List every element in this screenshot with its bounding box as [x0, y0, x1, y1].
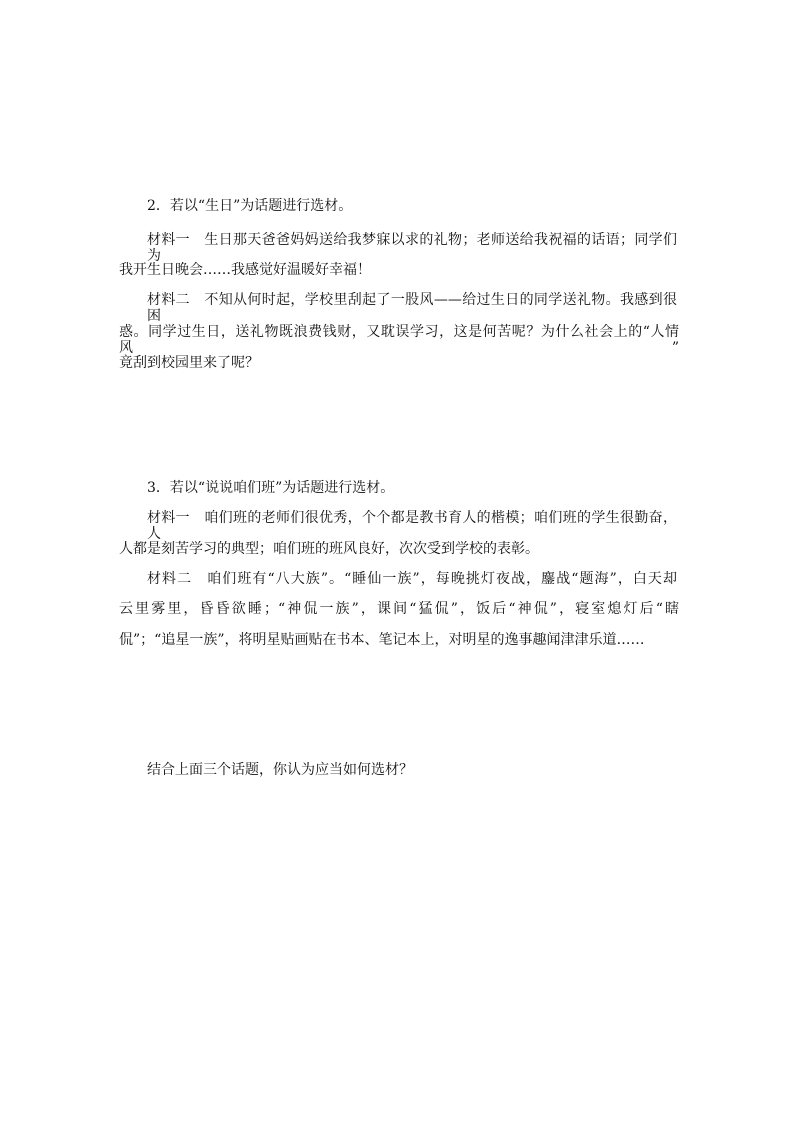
section-2-material-1-line-2: 我开生日晚会……我感觉好温暖好幸福！ [119, 262, 371, 278]
closing-question: 结合上面三个话题，你认为应当如何选材？ [147, 762, 413, 778]
section-3-heading: 3．若以“说说咱们班”为话题进行选材。 [147, 480, 395, 496]
section-2-heading: 2．若以“生日”为话题进行选材。 [147, 198, 353, 214]
section-2-material-2-line-1: 材料二 不知从何时起，学校里刮起了一股风——给过生日的同学送礼物。我感到很困 [147, 292, 677, 324]
section-3-material-1-line-2: 人都是刻苦学习的典型；咱们班的班风良好，次次受到学校的表彰。 [119, 541, 539, 557]
section-2-material-2-line-3: 竟刮到校园里来了呢？ [119, 355, 259, 371]
section-3-material-2-line-2: 云里雾里，昏昏欲睡；“神侃一族”，课间“猛侃”，饭后“神侃”，寝室熄灯后“瞎 [119, 601, 679, 617]
section-3-material-2-line-1: 材料二 咱们班有“八大族”。“睡仙一族”，每晚挑灯夜战，鏖战“题海”，白天却 [147, 571, 677, 587]
section-3-material-2-line-3: 侃”；“追星一族”，将明星贴画贴在书本、笔记本上，对明星的逸事趣闻津津乐道…… [119, 632, 645, 648]
section-2-material-1-line-1: 材料一 生日那天爸爸妈妈送给我梦寐以求的礼物；老师送给我祝福的话语；同学们为 [147, 232, 677, 264]
section-2-material-2-line-2: 惑。同学过生日，送礼物既浪费钱财，又耽误学习，这是何苦呢？为什么社会上的“人情风” [119, 324, 679, 356]
section-3-material-1-line-1: 材料一 咱们班的老师们很优秀，个个都是教书育人的楷模；咱们班的学生很勤奋，人 [147, 510, 677, 542]
